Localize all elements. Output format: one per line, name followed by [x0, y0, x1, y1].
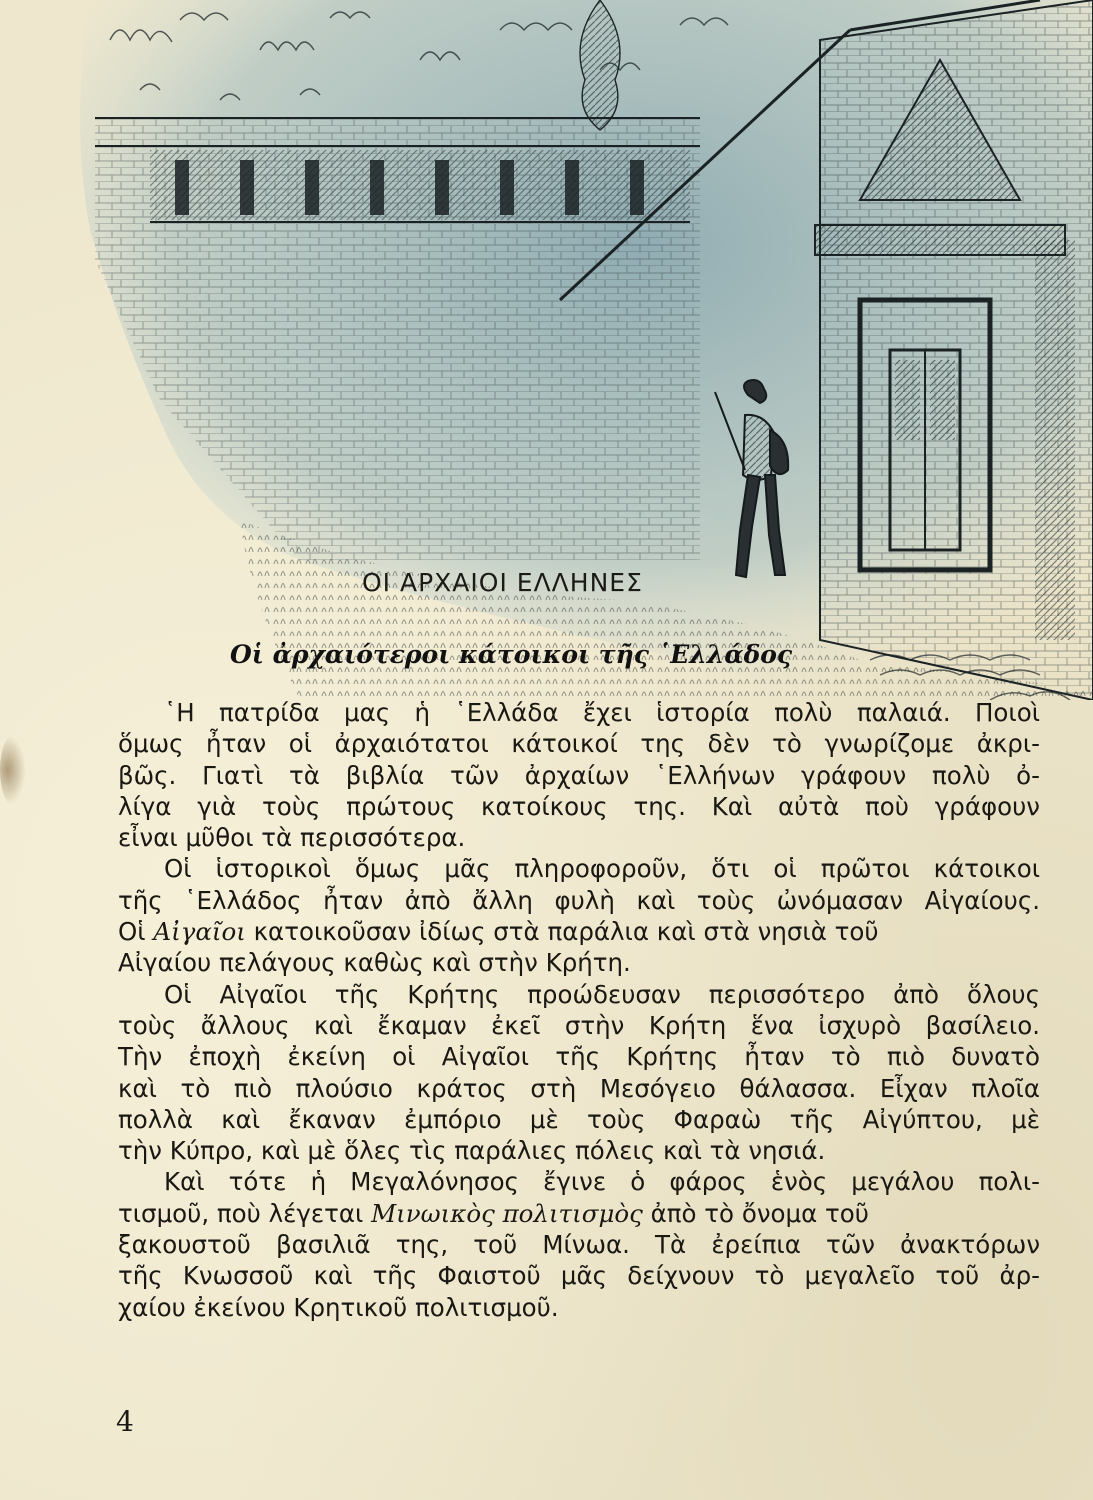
- text-line: ῾Η πατρίδα μας ἡ ῾Ελλάδα ἔχει ἱστορία πολὺ παλαιά. Ποιοὶ: [164, 698, 1040, 727]
- text-fragment: κατοικοῦσαν ἰδίως στὰ παράλια καὶ στὰ νησιὰ τοῦ: [245, 917, 879, 947]
- text-line: βῶς. Γιατὶ τὰ βιβλία τῶν ἀρχαίων ῾Ελλήνων γράφουν πολὺ ὀ-: [118, 760, 1040, 790]
- text-line: Οἱ ἱστορικοὶ ὅμως μᾶς πληροφοροῦν, ὅτι οἱ πρῶτοι κάτοικοι: [164, 854, 1040, 884]
- text-line: ξακουστοῦ βασιλιᾶ της, τοῦ Μίνωα. Τὰ ἐρείπια τῶν ἀνακτόρων: [118, 1230, 1040, 1260]
- text-line: τοὺς ἄλλους καὶ ἔκαμαν ἐκεῖ στὴν Κρήτη ἕνα ἰσχυρὸ βασίλειο.: [118, 1010, 1040, 1040]
- text-fragment: Οἱ: [118, 917, 154, 947]
- page-number: 4: [116, 1405, 134, 1438]
- text-line: Τὴν ἐποχὴ ἐκείνη οἱ Αἰγαῖοι τῆς Κρήτης ἦταν τὸ πιὸ δυνατὸ: [118, 1042, 1040, 1072]
- body-text: [118, 697, 1040, 1323]
- section-title: Οἱ ἀρχαιότεροι κάτοικοι τῆς ῾Ελλάδος: [230, 640, 793, 669]
- text-line: λίγα γιὰ τοὺς πρώτους κατοίκους της. Καὶ αὐτὰ ποὺ γράφουν: [118, 791, 1040, 821]
- text-line: Αἰγαίου πελάγους καθὼς καὶ στὴν Κρήτη.: [118, 948, 631, 978]
- text-line: πολλὰ καὶ ἔκαναν ἐμπόριο μὲ τοὺς Φαραὼ τῆς Αἰγύπτου, μὲ: [118, 1104, 1040, 1134]
- text-line: [118, 916, 1040, 947]
- text-line: τῆς Κνωσσοῦ καὶ τῆς Φαιστοῦ μᾶς δείχνουν τὸ μεγαλεῖο τοῦ ἀρ-: [118, 1261, 1040, 1291]
- text-fragment: τισμοῦ, ποὺ λέγεται: [118, 1198, 372, 1228]
- paper-stain: [0, 735, 26, 805]
- text-line: Καὶ τότε ἡ Μεγαλόνησος ἔγινε ὁ φάρος ἑνὸς μεγάλου πολι-: [164, 1167, 1040, 1197]
- text-line: καὶ τὸ πιὸ πλούσιο κράτος στὴ Μεσόγειο θάλασσα. Εἶχαν πλοῖα: [118, 1073, 1040, 1103]
- text-line: εἶναι μῦθοι τὰ περισσότερα.: [118, 823, 466, 853]
- text-fragment: ἀπὸ τὸ ὄνομα τοῦ: [642, 1198, 869, 1228]
- italic-term: Μινωικὸς πολιτισμὸς: [371, 1198, 643, 1228]
- text-line: [118, 1198, 1040, 1229]
- text-line: τῆς ῾Ελλάδος ἦταν ἀπὸ ἄλλη φυλὴ καὶ τοὺς ὠνόμασαν Αἰγαίους.: [118, 885, 1040, 915]
- text-line: τὴν Κύπρο, καὶ μὲ ὅλες τὶς παράλιες πόλεις καὶ τὰ νησιά.: [118, 1136, 826, 1166]
- text-line: Οἱ Αἰγαῖοι τῆς Κρήτης προώδευσαν περισσότερο ἀπὸ ὅλους: [164, 979, 1040, 1009]
- italic-term: Αἰγαῖοι: [153, 917, 246, 947]
- text-line: χαίου ἐκείνου Κρητικοῦ πολιτισμοῦ.: [118, 1292, 559, 1322]
- chapter-title: ΟΙ ΑΡΧΑΙΟΙ ΕΛΛΗΝΕΣ: [362, 568, 643, 597]
- text-line: ὅμως ἦταν οἱ ἀρχαιότατοι κάτοικοί της δὲν τὸ γνωρίζομε ἀκρι-: [118, 729, 1040, 759]
